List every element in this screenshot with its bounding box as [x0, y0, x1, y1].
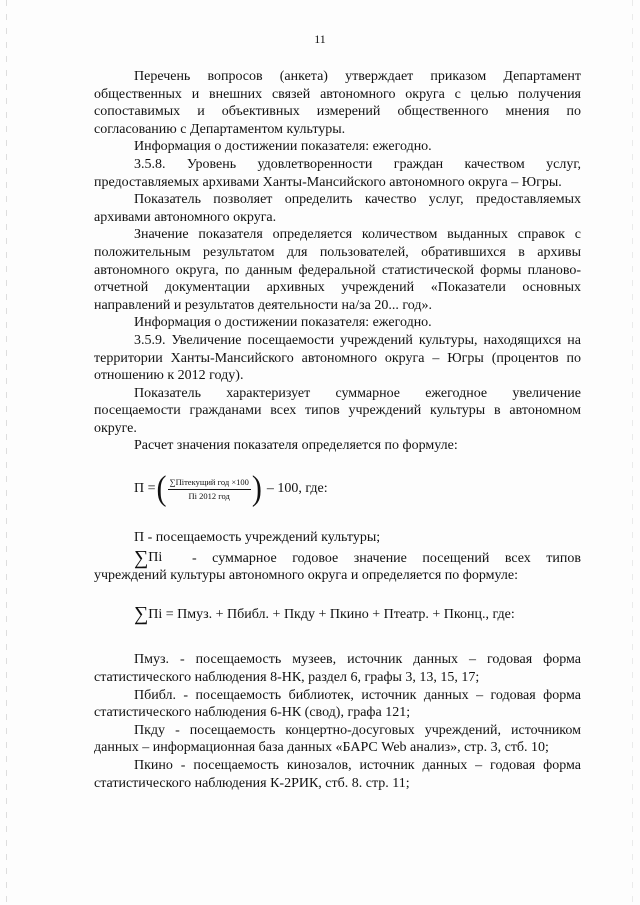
formula-tail: – 100, где: — [266, 481, 328, 497]
paragraph: Перечень вопросов (анкета) утверждает приказом Департамент общественных и внешних связей автономного округа с целью получения сопоставимых и объективных измерений общественного мнения по согласованию с Департаментом культуры. — [94, 69, 581, 137]
paragraph: Пмуз. - посещаемость музеев, источник данных – годовая форма статистического наблюдения 8-НК, раздел 6, графы 3, 13, 15, 17; — [94, 652, 581, 686]
scan-edge-right — [632, 0, 633, 905]
sigma-symbol: ∑ — [134, 546, 149, 569]
sigma-symbol: ∑ — [134, 602, 149, 625]
formula-sum — [134, 602, 581, 625]
paragraph: Пкино - посещаемость кинозалов, источник данных – годовая форма статистического наблюдения К-2РИК, стб. 8. стр. 11; — [94, 758, 581, 791]
paragraph: Информация о достижении показателя: ежегодно. — [134, 315, 432, 331]
paragraph: Информация о достижении показателя: ежегодно. — [134, 139, 432, 155]
sigma-label: Пi — [148, 550, 163, 566]
formula-denominator: Пi 2012 год — [188, 490, 230, 501]
formula-numerator: ∑Пiтекущий год ×100 — [168, 477, 251, 490]
formula-attendance — [134, 469, 581, 509]
formula-paren-close: ) — [251, 469, 262, 508]
formula-paren-open: ( — [156, 469, 167, 508]
paragraph: Показатель характеризует суммарное ежегодное увеличение посещаемости гражданами всех типов учреждений культуры в автономном округе. — [94, 385, 581, 436]
paragraph: П - посещаемость учреждений культуры; — [134, 530, 381, 546]
formula-fraction — [168, 477, 251, 502]
paragraph: Показатель позволяет определить качество услуг, предоставляемых архивами автономного округа. — [94, 192, 581, 225]
formula-sum-text: Пi = Пмуз. + Пбибл. + Пкду + Пкино + Птеатр. + Пконц., где: — [148, 606, 515, 622]
paragraph: - суммарное годовое значение посещений всех типов учреждений культуры автономного округа и определяется по формуле: — [94, 550, 581, 584]
paragraph: Значение показателя определяется количеством выданных справок с положительным результатом для пользователей, обратившихся в архивы автономного округа, по данным федеральной статистической формы планово-отчетной документации архивных учреждений «Показатели основных направлений и результатов деятельности на/за 20... год». — [94, 227, 581, 313]
paragraph: Расчет значения показателя определяется по формуле: — [134, 438, 458, 454]
document-body — [94, 68, 581, 792]
scan-edge-left — [6, 0, 7, 905]
formula-lhs: П = — [134, 481, 156, 497]
paragraph: Пкду - посещаемость концертно-досуговых учреждений, источником данных – информационная база данных «БАРС Web анализ», стр. 3, стб. 10; — [94, 722, 581, 756]
page-number: 11 — [314, 32, 326, 46]
section-heading-3-5-8: 3.5.8. Уровень удовлетворенности граждан качеством услуг, предоставляемых архивами Ханты-Мансийского автономного округа – Югры. — [94, 156, 581, 190]
section-heading-3-5-9: 3.5.9. Увеличение посещаемости учреждений культуры, находящихся на территории Ханты-Мансийского автономного округа – Югры (процентов по отношению к 2012 году). — [94, 332, 581, 384]
paragraph: Пбибл. - посещаемость библиотек, источник данных – годовая форма статистического наблюдения 6-НК (свод), графа 121; — [94, 687, 581, 721]
